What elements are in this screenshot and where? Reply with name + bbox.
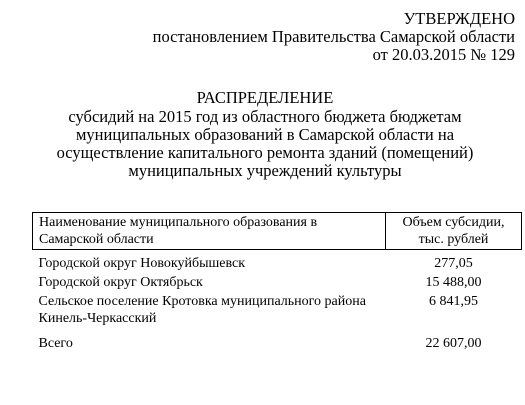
header-subsidy-amount: Объем субсидии, тыс. рублей — [386, 213, 522, 250]
subsidy-amount: 15 488,00 — [425, 275, 482, 290]
subsidy-amount: 6 841,95 — [429, 294, 478, 309]
table-row — [33, 292, 522, 328]
municipality-name: Сельское поселение Кротовка муниципального района Кинель-Черкасский — [38, 294, 366, 326]
approval-stamp: УТВЕРЖДЕНО — [403, 9, 515, 28]
subsidy-table — [32, 212, 522, 353]
approval-date-number: от 20.03.2015 № 129 — [372, 45, 515, 64]
table-row — [33, 273, 522, 292]
approval-decree: постановлением Правительства Самарской области — [152, 27, 515, 46]
subsidy-amount: 277,05 — [434, 256, 473, 271]
document-title: РАСПРЕДЕЛЕНИЕ — [196, 88, 334, 107]
document-description: субсидий на 2015 год из областного бюджета бюджетам муниципальных образований в Самарской области на осуществление капитального ремонта зданий (помещений) муниципальных учреждений культуры — [56, 107, 474, 180]
approval-block — [95, 10, 515, 64]
document-heading — [30, 89, 500, 180]
header-municipality: Наименование муниципального образования в Самарской области — [33, 213, 386, 250]
table-row — [33, 250, 522, 274]
total-label: Всего — [38, 336, 73, 351]
municipality-name: Городской округ Октябрьск — [38, 275, 203, 290]
table-header-row — [33, 213, 522, 250]
total-row — [33, 334, 522, 353]
total-amount: 22 607,00 — [425, 336, 482, 351]
municipality-name: Городской округ Новокуйбышевск — [38, 256, 246, 271]
